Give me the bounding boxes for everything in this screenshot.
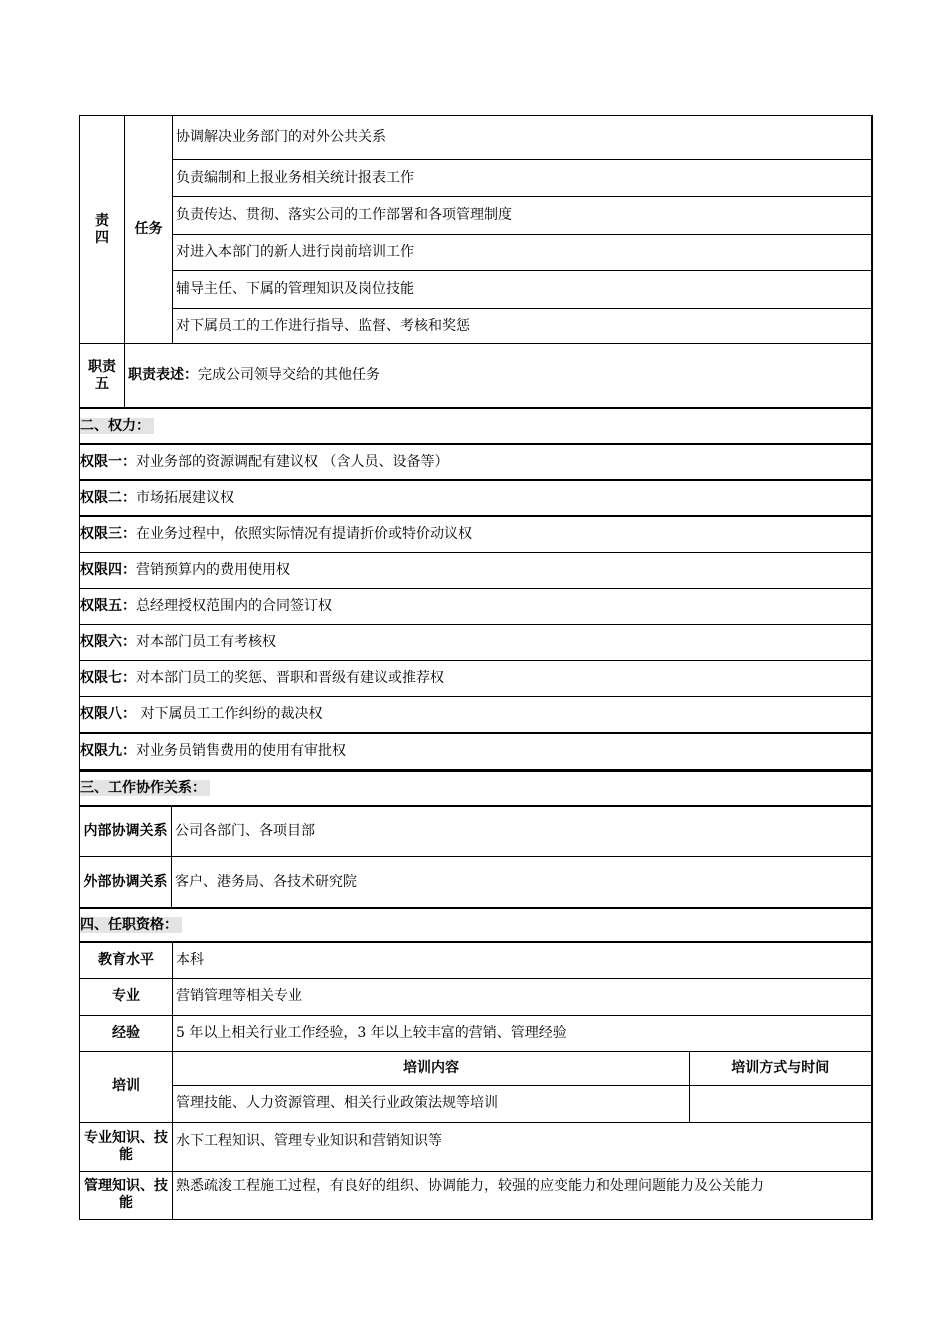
prof-knowledge-label: 专业知识、技能 <box>80 1122 173 1171</box>
training-method <box>690 1085 872 1122</box>
training-content-header: 培训内容 <box>173 1051 690 1085</box>
prof-knowledge-value: 水下工程知识、管理专业知识和营销知识等 <box>173 1122 872 1171</box>
section4-title: 四、任职资格： <box>80 917 182 933</box>
power-item: 权限七：对本部门员工的奖惩、晋职和晋级有建议或推荐权 <box>80 660 872 696</box>
internal-value: 公司各部门、各项目部 <box>172 806 872 856</box>
duty5-desc-cell <box>125 344 872 408</box>
task-item: 负责传达、贯彻、落实公司的工作部署和各项管理制度 <box>173 197 872 235</box>
task-item: 对进入本部门的新人进行岗前培训工作 <box>173 235 872 271</box>
task-item: 负责编制和上报业务相关统计报表工作 <box>173 160 872 197</box>
power-item: 权限四：营销预算内的费用使用权 <box>80 552 872 588</box>
duty4-label: 责 四 <box>80 116 125 344</box>
power-item: 权限三：在业务过程中，依照实际情况有提请折价或特价动议权 <box>80 516 872 552</box>
power-item: 权限九：对业务员销售费用的使用有审批权 <box>80 733 872 769</box>
education-value: 本科 <box>173 942 872 978</box>
mgmt-knowledge-value: 熟悉疏浚工程施工过程，有良好的组织、协调能力，较强的应变能力和处理问题能力及公关能力 <box>173 1171 872 1219</box>
power-item: 权限五：总经理授权范围内的合同签订权 <box>80 588 872 624</box>
duty5-desc-label: 职责表述： <box>128 367 198 383</box>
training-label: 培训 <box>80 1051 173 1122</box>
section2-title: 二、权力： <box>80 418 154 434</box>
major-value: 营销管理等相关专业 <box>173 978 872 1015</box>
task-label: 任务 <box>125 116 173 344</box>
power-item: 权限八： 对下属员工工作纠纷的裁决权 <box>80 696 872 733</box>
mgmt-knowledge-label: 管理知识、技能 <box>80 1171 173 1219</box>
duties-table <box>79 115 873 408</box>
duty5-row <box>80 344 872 408</box>
powers-table <box>79 407 873 770</box>
duty5-desc: 完成公司领导交给的其他任务 <box>198 367 380 383</box>
training-content: 管理技能、人力资源管理、相关行业政策法规等培训 <box>173 1085 690 1122</box>
external-label: 外部协调关系 <box>80 856 172 908</box>
power-item: 权限二：市场拓展建议权 <box>80 480 872 516</box>
major-label: 专业 <box>80 978 173 1015</box>
task-row <box>80 116 872 160</box>
experience-label: 经验 <box>80 1015 173 1051</box>
task-item: 协调解决业务部门的对外公共关系 <box>173 116 872 160</box>
experience-value: 5 年以上相关行业工作经验，3 年以上较丰富的营销、管理经验 <box>173 1015 872 1051</box>
duty5-label: 职责 五 <box>80 344 125 408</box>
external-value: 客户、港务局、各技术研究院 <box>172 856 872 908</box>
power-item: 权限六：对本部门员工有考核权 <box>80 624 872 660</box>
task-item: 辅导主任、下属的管理知识及岗位技能 <box>173 271 872 309</box>
power-item: 权限一：对业务部的资源调配有建议权 （含人员、设备等） <box>80 444 872 480</box>
qualifications-table <box>79 907 873 1220</box>
education-label: 教育水平 <box>80 942 173 978</box>
internal-label: 内部协调关系 <box>80 806 172 856</box>
task-item: 对下属员工的工作进行指导、监督、考核和奖惩 <box>173 309 872 344</box>
training-method-header: 培训方式与时间 <box>690 1051 872 1085</box>
relations-table <box>79 770 873 909</box>
section3-title: 三、工作协作关系： <box>80 780 210 796</box>
